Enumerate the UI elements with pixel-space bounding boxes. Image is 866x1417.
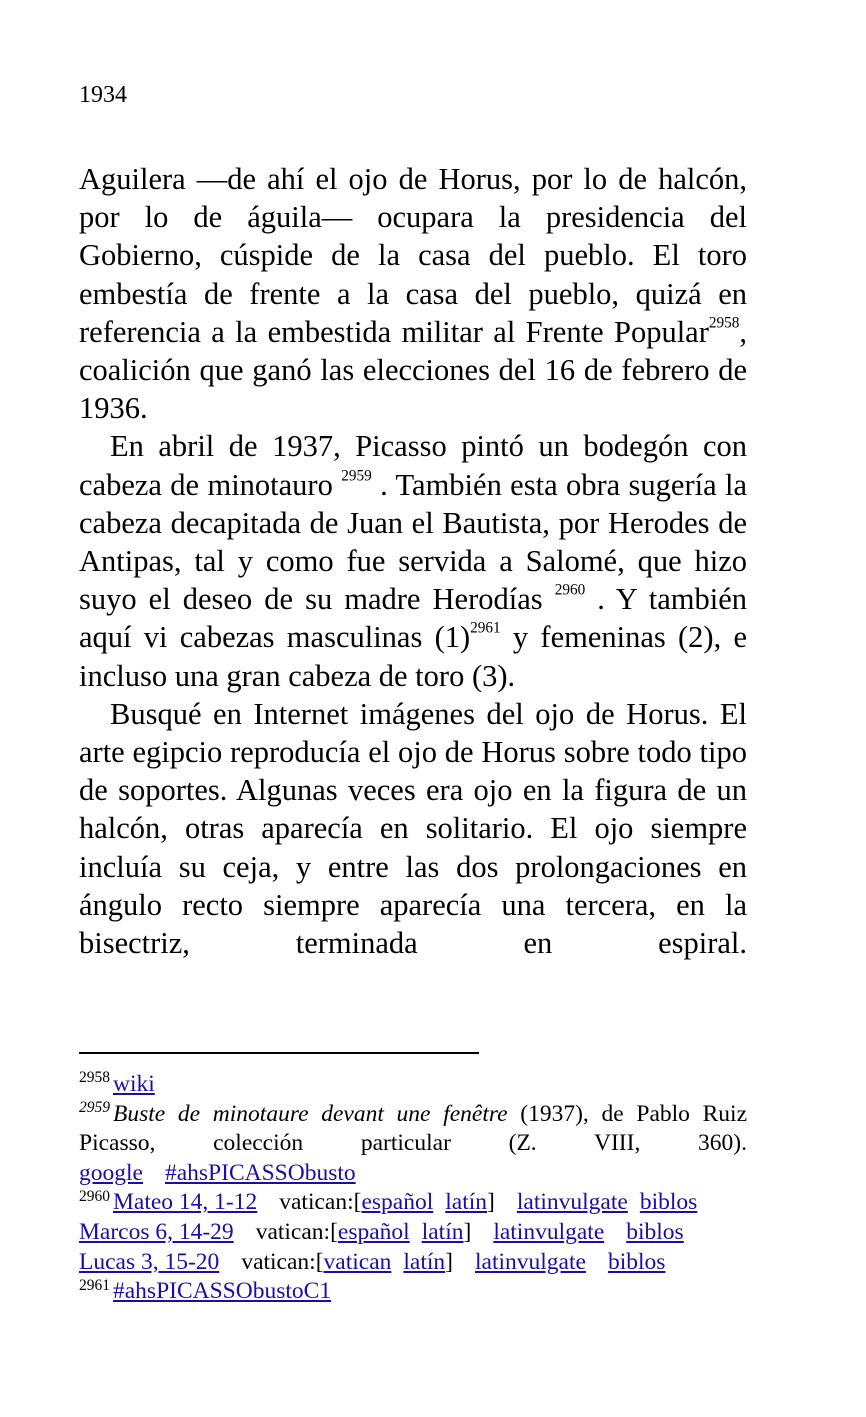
paragraph-2 xyxy=(79,427,747,694)
footnote-2959-links xyxy=(79,1159,747,1189)
bracket-close: ] xyxy=(445,1248,453,1275)
paragraph-2-text-c: . Y también aquí vi cabezas masculinas (1) xyxy=(79,582,747,655)
vatican-label: vatican:[ xyxy=(241,1248,324,1275)
ahs-picasso-busto-c1-link[interactable]: #ahsPICASSObustoC1 xyxy=(113,1278,332,1305)
bible-ref-link[interactable]: Marcos 6, 14-29 xyxy=(79,1218,234,1245)
footnote-2959 xyxy=(79,1100,747,1159)
footnote-2960-row-3 xyxy=(79,1248,747,1278)
biblos-link[interactable]: biblos xyxy=(639,1189,698,1216)
footnote-ref-2960[interactable]: 2960 xyxy=(554,581,586,599)
bracket-close: ] xyxy=(463,1218,472,1245)
main-text xyxy=(79,160,747,962)
bible-ref-link[interactable]: Lucas 3, 15-20 xyxy=(79,1248,220,1275)
footnote-2960-row-1 xyxy=(79,1188,747,1218)
paragraph-1-text-a: Aguilera —de ahí el ojo de Horus, por lo de halcón, por lo de águila— ocupara la presidencia del Gobierno, cúspide de la casa del pueblo. El toro embestía de frente a la casa del pueblo, quizá en referencia a la embestida militar al Frente Popular xyxy=(79,162,747,349)
espanol-link[interactable]: español xyxy=(361,1189,434,1216)
latinvulgate-link[interactable]: latinvulgate xyxy=(516,1189,628,1216)
paragraph-1 xyxy=(79,160,747,427)
footnotes xyxy=(79,1070,747,1307)
bible-ref-link[interactable]: Mateo 14, 1-12 xyxy=(113,1189,258,1216)
footnote-ref-2961[interactable]: 2961 xyxy=(470,619,501,637)
footnote-ref-2958[interactable]: 2958 xyxy=(708,314,740,332)
footnote-separator xyxy=(79,1052,479,1054)
footnote-number: 2959 xyxy=(79,1099,110,1117)
wiki-link[interactable]: wiki xyxy=(113,1071,155,1097)
latin-link[interactable]: latín xyxy=(403,1248,446,1275)
latin-link[interactable]: latín xyxy=(445,1189,488,1216)
latin-link[interactable]: latín xyxy=(421,1218,464,1245)
google-link[interactable]: google xyxy=(79,1159,143,1186)
page-number: 1934 xyxy=(79,82,127,108)
vatican-label: vatican:[ xyxy=(255,1218,338,1245)
paragraph-2-text-a: En abril de 1937, Picasso pintó un bodegón con cabeza de minotauro xyxy=(79,429,747,502)
biblos-link[interactable]: biblos xyxy=(607,1248,666,1275)
footnote-number: 2960 xyxy=(79,1187,110,1205)
bracket-close: ] xyxy=(487,1189,495,1216)
vatican-label: vatican:[ xyxy=(279,1189,362,1216)
footnote-2960-row-2 xyxy=(79,1218,747,1248)
paragraph-1-text-b: , coalición que ganó las elecciones del 16 de febrero de 1936. xyxy=(79,314,747,426)
footnote-2961 xyxy=(79,1277,747,1307)
paragraph-2-text-b: . También esta obra sugería la cabeza decapitada de Juan el Bautista, por Herodes de Antipas, tal y como fue servida a Salomé, que hizo suyo el deseo de su madre Herodías xyxy=(79,467,748,617)
footnote-number: 2958 xyxy=(79,1069,110,1087)
paragraph-3 xyxy=(79,695,747,962)
footnote-number: 2961 xyxy=(79,1276,110,1294)
footnote-2958 xyxy=(79,1070,747,1100)
footnote-text: (1937), de Pablo Ruiz Picasso, colección particular (Z. VIII, 360). xyxy=(79,1100,747,1157)
vatican-link[interactable]: vatican xyxy=(323,1248,392,1275)
footnote-ref-2959[interactable]: 2959 xyxy=(341,467,372,485)
artwork-title: Buste de minotaure devant une fenêtre xyxy=(113,1100,508,1127)
paragraph-3-text: Busqué en Internet imágenes del ojo de Horus. El arte egipcio reproducía el ojo de Horus sobre todo tipo de soportes. Algunas veces era ojo en la figura de un halcón, otras aparecía en solitario. El ojo siempre incluía su ceja, y entre las dos prolongaciones en ángulo recto siempre aparecía una tercera, en la bisectriz, terminada en espiral. xyxy=(79,696,747,961)
ahs-picasso-busto-link[interactable]: #ahsPICASSObusto xyxy=(164,1159,356,1186)
latinvulgate-link[interactable]: latinvulgate xyxy=(475,1248,586,1275)
espanol-link[interactable]: español xyxy=(337,1218,410,1245)
paragraph-2-text-d: y femeninas (2), e incluso una gran cabeza de toro (3). xyxy=(79,620,747,693)
latinvulgate-link[interactable]: latinvulgate xyxy=(493,1218,605,1245)
biblos-link[interactable]: biblos xyxy=(626,1218,684,1245)
